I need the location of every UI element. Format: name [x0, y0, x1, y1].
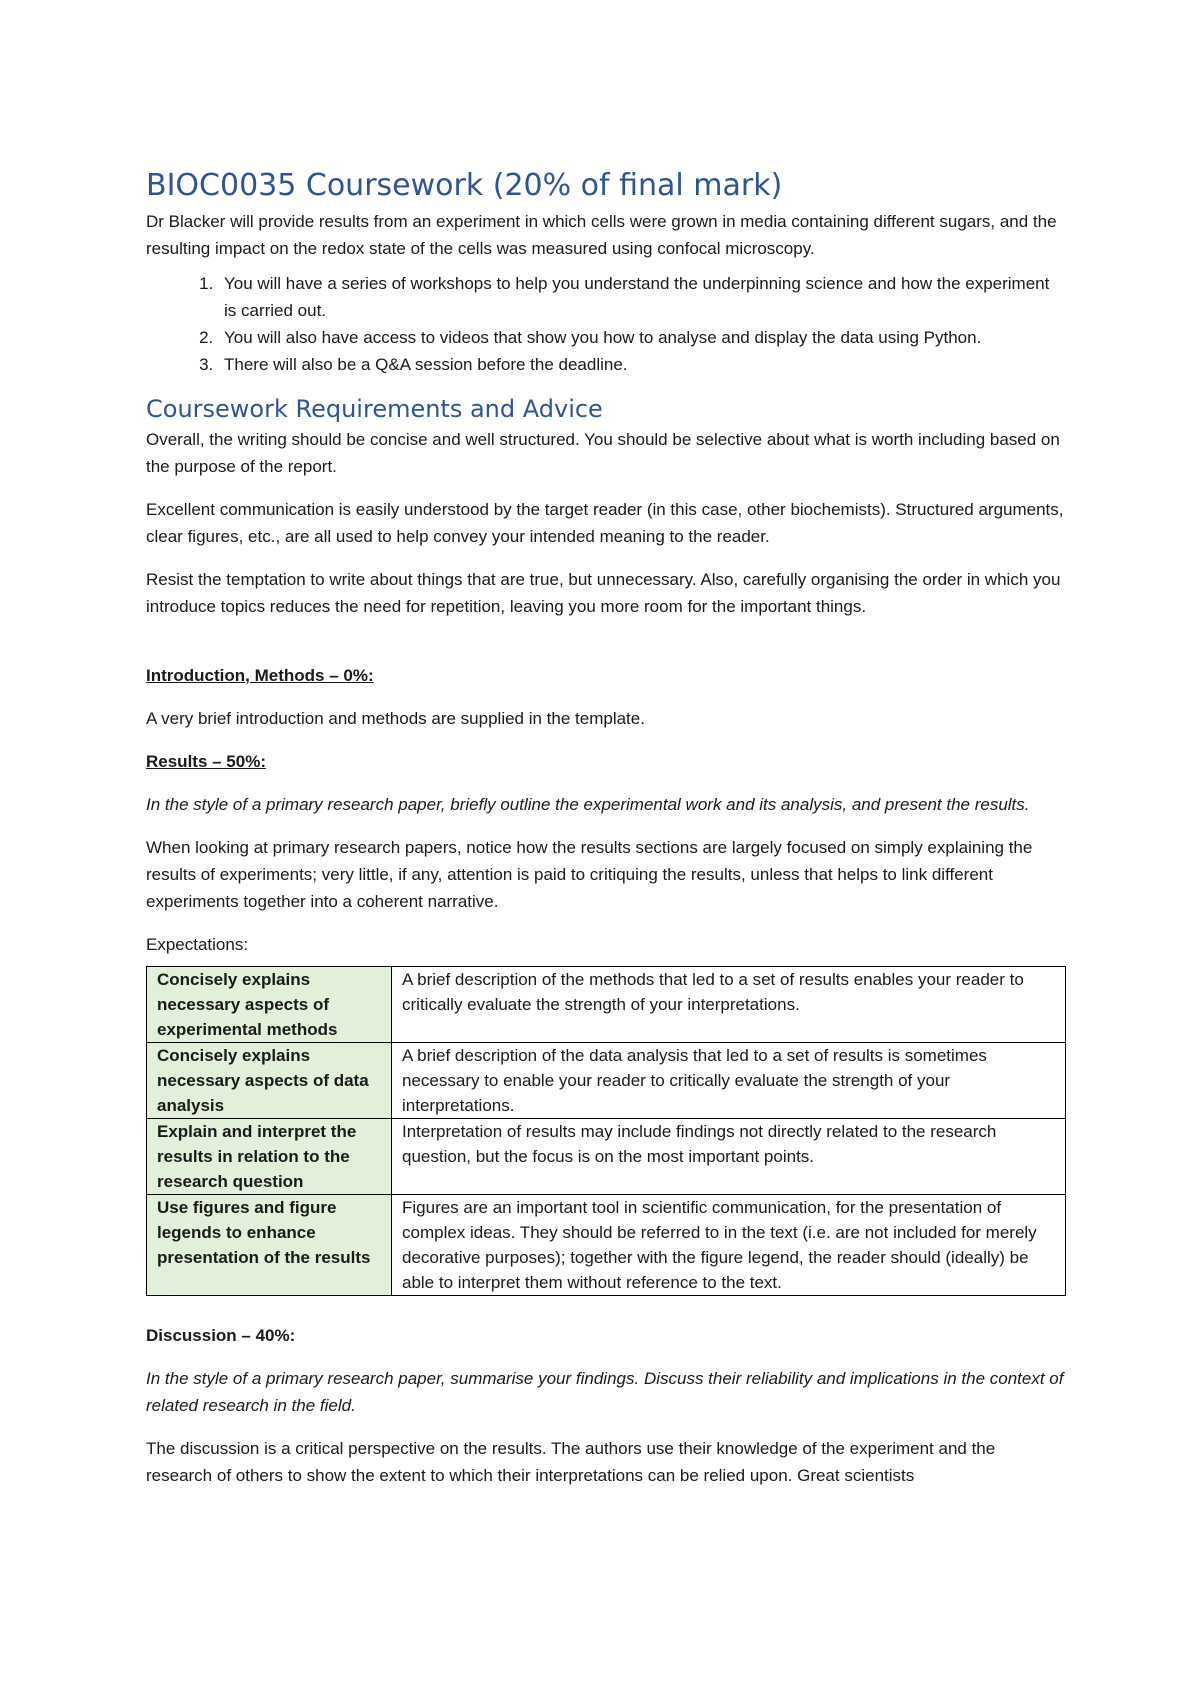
results-text: When looking at primary research papers, notice how the results sections are largely focused on simply explaining the results of experiments; very little, if any, attention is paid to critiquing the results, unless that helps to link different experiments together into a coherent narrative. [146, 838, 1033, 911]
document-title: BIOC0035 Coursework (20% of final mark) [146, 168, 783, 203]
document-page [146, 166, 1066, 1505]
description-cell: A brief description of the methods that led to a set of results enables your reader to critically evaluate the strength of your interpretations. [392, 967, 1066, 1043]
discussion-italic-text: In the style of a primary research paper, summarise your findings. Discuss their reliability and implications in the context of related research in the field. [146, 1369, 1064, 1415]
blank-line [146, 1296, 1066, 1322]
list-item: 3. There will also be a Q&A session before the deadline. [218, 351, 1066, 378]
description-cell: Interpretation of results may include findings not directly related to the research question, but the focus is on the most important points. [392, 1119, 1066, 1195]
table-row [147, 1195, 1066, 1296]
intro-methods-heading: Introduction, Methods – 0%: [146, 666, 374, 685]
results-italic-text: In the style of a primary research paper, briefly outline the experimental work and its analysis, and present the results. [146, 795, 1030, 814]
requirements-paragraph: Excellent communication is easily understood by the target reader (in this case, other biochemists). Structured arguments, clear figures, etc., are all used to help convey your intended meaning to the reader. [146, 500, 1064, 546]
requirements-heading: Coursework Requirements and Advice [146, 395, 603, 423]
expectations-label: Expectations: [146, 935, 249, 954]
discussion-heading: Discussion – 40%: [146, 1326, 296, 1345]
results-heading: Results – 50%: [146, 752, 266, 771]
blank-line [146, 636, 1066, 662]
list-item: 2. You will also have access to videos that show you how to analyse and display the data using Python. [218, 324, 1066, 351]
requirements-paragraph: Resist the temptation to write about things that are true, but unnecessary. Also, carefully organising the order in which you introduce topics reduces the need for repetition, leaving you more room for the important things. [146, 570, 1061, 616]
description-cell: A brief description of the data analysis that led to a set of results is sometimes necessary to enable your reader to critically evaluate the strength of your interpretations. [392, 1043, 1066, 1119]
intro-paragraph: Dr Blacker will provide results from an experiment in which cells were grown in media containing different sugars, and the resulting impact on the redox state of the cells was measured using confocal microscopy. [146, 212, 1057, 258]
criterion-cell: Concisely explains necessary aspects of experimental methods [147, 967, 392, 1043]
table-row [147, 1043, 1066, 1119]
expectations-table [146, 966, 1066, 1296]
list-item: 1. You will have a series of workshops to help you understand the underpinning science and how the experiment is carried out. [218, 270, 1066, 324]
description-cell: Figures are an important tool in scientific communication, for the presentation of complex ideas. They should be referred to in the text (i.e. are not included for merely decorative purposes); together with the figure legend, the reader should (ideally) be able to interpret them without reference to the text. [392, 1195, 1066, 1296]
criterion-cell: Explain and interpret the results in relation to the research question [147, 1119, 392, 1195]
requirements-paragraph: Overall, the writing should be concise and well structured. You should be selective about what is worth including based on the purpose of the report. [146, 430, 1060, 476]
numbered-list [146, 270, 1066, 378]
criterion-cell: Concisely explains necessary aspects of data analysis [147, 1043, 392, 1119]
criterion-cell: Use figures and figure legends to enhance presentation of the results [147, 1195, 392, 1296]
discussion-text: The discussion is a critical perspective on the results. The authors use their knowledge of the experiment and the research of others to show the extent to which their interpretations can be relied upon. Great scientists [146, 1439, 996, 1485]
intro-methods-text: A very brief introduction and methods are supplied in the template. [146, 709, 645, 728]
table-row [147, 1119, 1066, 1195]
table-row [147, 967, 1066, 1043]
